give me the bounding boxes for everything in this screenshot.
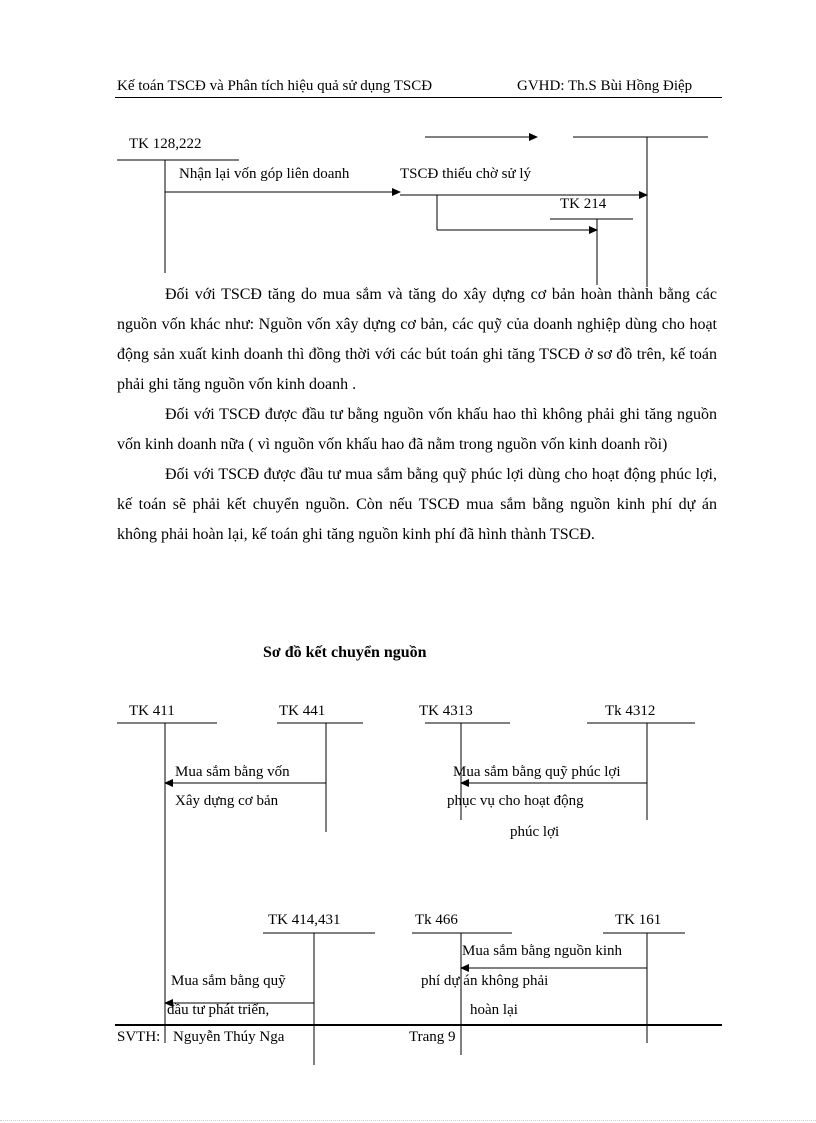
- paragraph-1: Đối với TSCĐ tăng do mua sắm và tăng do xây dựng cơ bản hoàn thành bằng các nguồn vốn khác như: Nguồn vốn xây dựng cơ bản, các quỹ của doanh nghiệp dùng cho hoạt động sản xuất kinh doanh thì đồng thời với các bút toán ghi tăng TSCĐ ở sơ đồ trên, kế toán phải ghi tăng nguồn vốn kinh doanh .: [117, 286, 717, 393]
- header-advisor: GVHD: Th.S Bùi Hồng Điệp: [517, 78, 693, 94]
- label-project-line3: hoàn lại: [470, 1002, 518, 1018]
- label-shortage: TSCĐ thiếu chờ sử lý: [400, 166, 532, 182]
- label-project-line1: Mua sắm bằng nguồn kinh: [462, 943, 622, 959]
- footer-page-number: Trang 9: [409, 1029, 456, 1045]
- label-fund-line1: Mua sắm bằng quỹ: [171, 973, 286, 989]
- account-tk466: Tk 466: [415, 912, 458, 928]
- label-capital-return: Nhận lại vốn góp liên doanh: [179, 166, 350, 182]
- label-welfare-line3: phúc lợi: [510, 824, 560, 840]
- footer-student-label: SVTH:: [117, 1029, 161, 1045]
- account-tk414: TK 414,431: [268, 912, 341, 928]
- label-capital-line2: Xây dựng cơ bản: [175, 793, 279, 809]
- header-title: Kế toán TSCĐ và Phân tích hiệu quả sử dụng TSCĐ: [117, 78, 433, 94]
- label-project-line2: phí dự án không phải: [421, 973, 549, 989]
- account-tk441: TK 441: [279, 703, 326, 719]
- account-tk4313: TK 4313: [419, 703, 473, 719]
- account-tk161: TK 161: [615, 912, 662, 928]
- account-tk411: TK 411: [129, 703, 175, 719]
- account-tk128: TK 128,222: [129, 136, 202, 152]
- label-fund-line2: đầu tư phát triển,: [167, 1002, 270, 1018]
- label-welfare-line1: Mua sắm bằng quỹ phúc lợi: [453, 764, 621, 780]
- paragraph-3: Đối với TSCĐ được đầu tư mua sắm bằng quỹ phúc lợi dùng cho hoạt động phúc lợi, kế toán sẽ phải kết chuyển nguồn. Còn nếu TSCĐ mua sắm bằng nguồn kinh phí dự án không phải hoàn lại, kế toán ghi tăng nguồn kinh phí đã hình thành TSCĐ.: [117, 466, 717, 543]
- account-tk4312: Tk 4312: [605, 703, 656, 719]
- diagram-title: Sơ đồ kết chuyển nguồn: [263, 644, 427, 661]
- footer-student-name: Nguyễn Thúy Nga: [173, 1029, 285, 1045]
- account-tk214: TK 214: [560, 196, 607, 212]
- body-paragraphs: [117, 280, 717, 550]
- page-bottom-edge: [0, 1120, 816, 1121]
- paragraph-2: Đối với TSCĐ được đầu tư bằng nguồn vốn khấu hao thì không phải ghi tăng nguồn vốn kinh doanh nữa ( vì nguồn vốn khấu hao đã nằm trong nguồn vốn kinh doanh rồi): [117, 406, 717, 453]
- label-welfare-line2: phục vụ cho hoạt động: [447, 793, 584, 809]
- label-capital-line1: Mua sắm bằng vốn: [175, 764, 290, 780]
